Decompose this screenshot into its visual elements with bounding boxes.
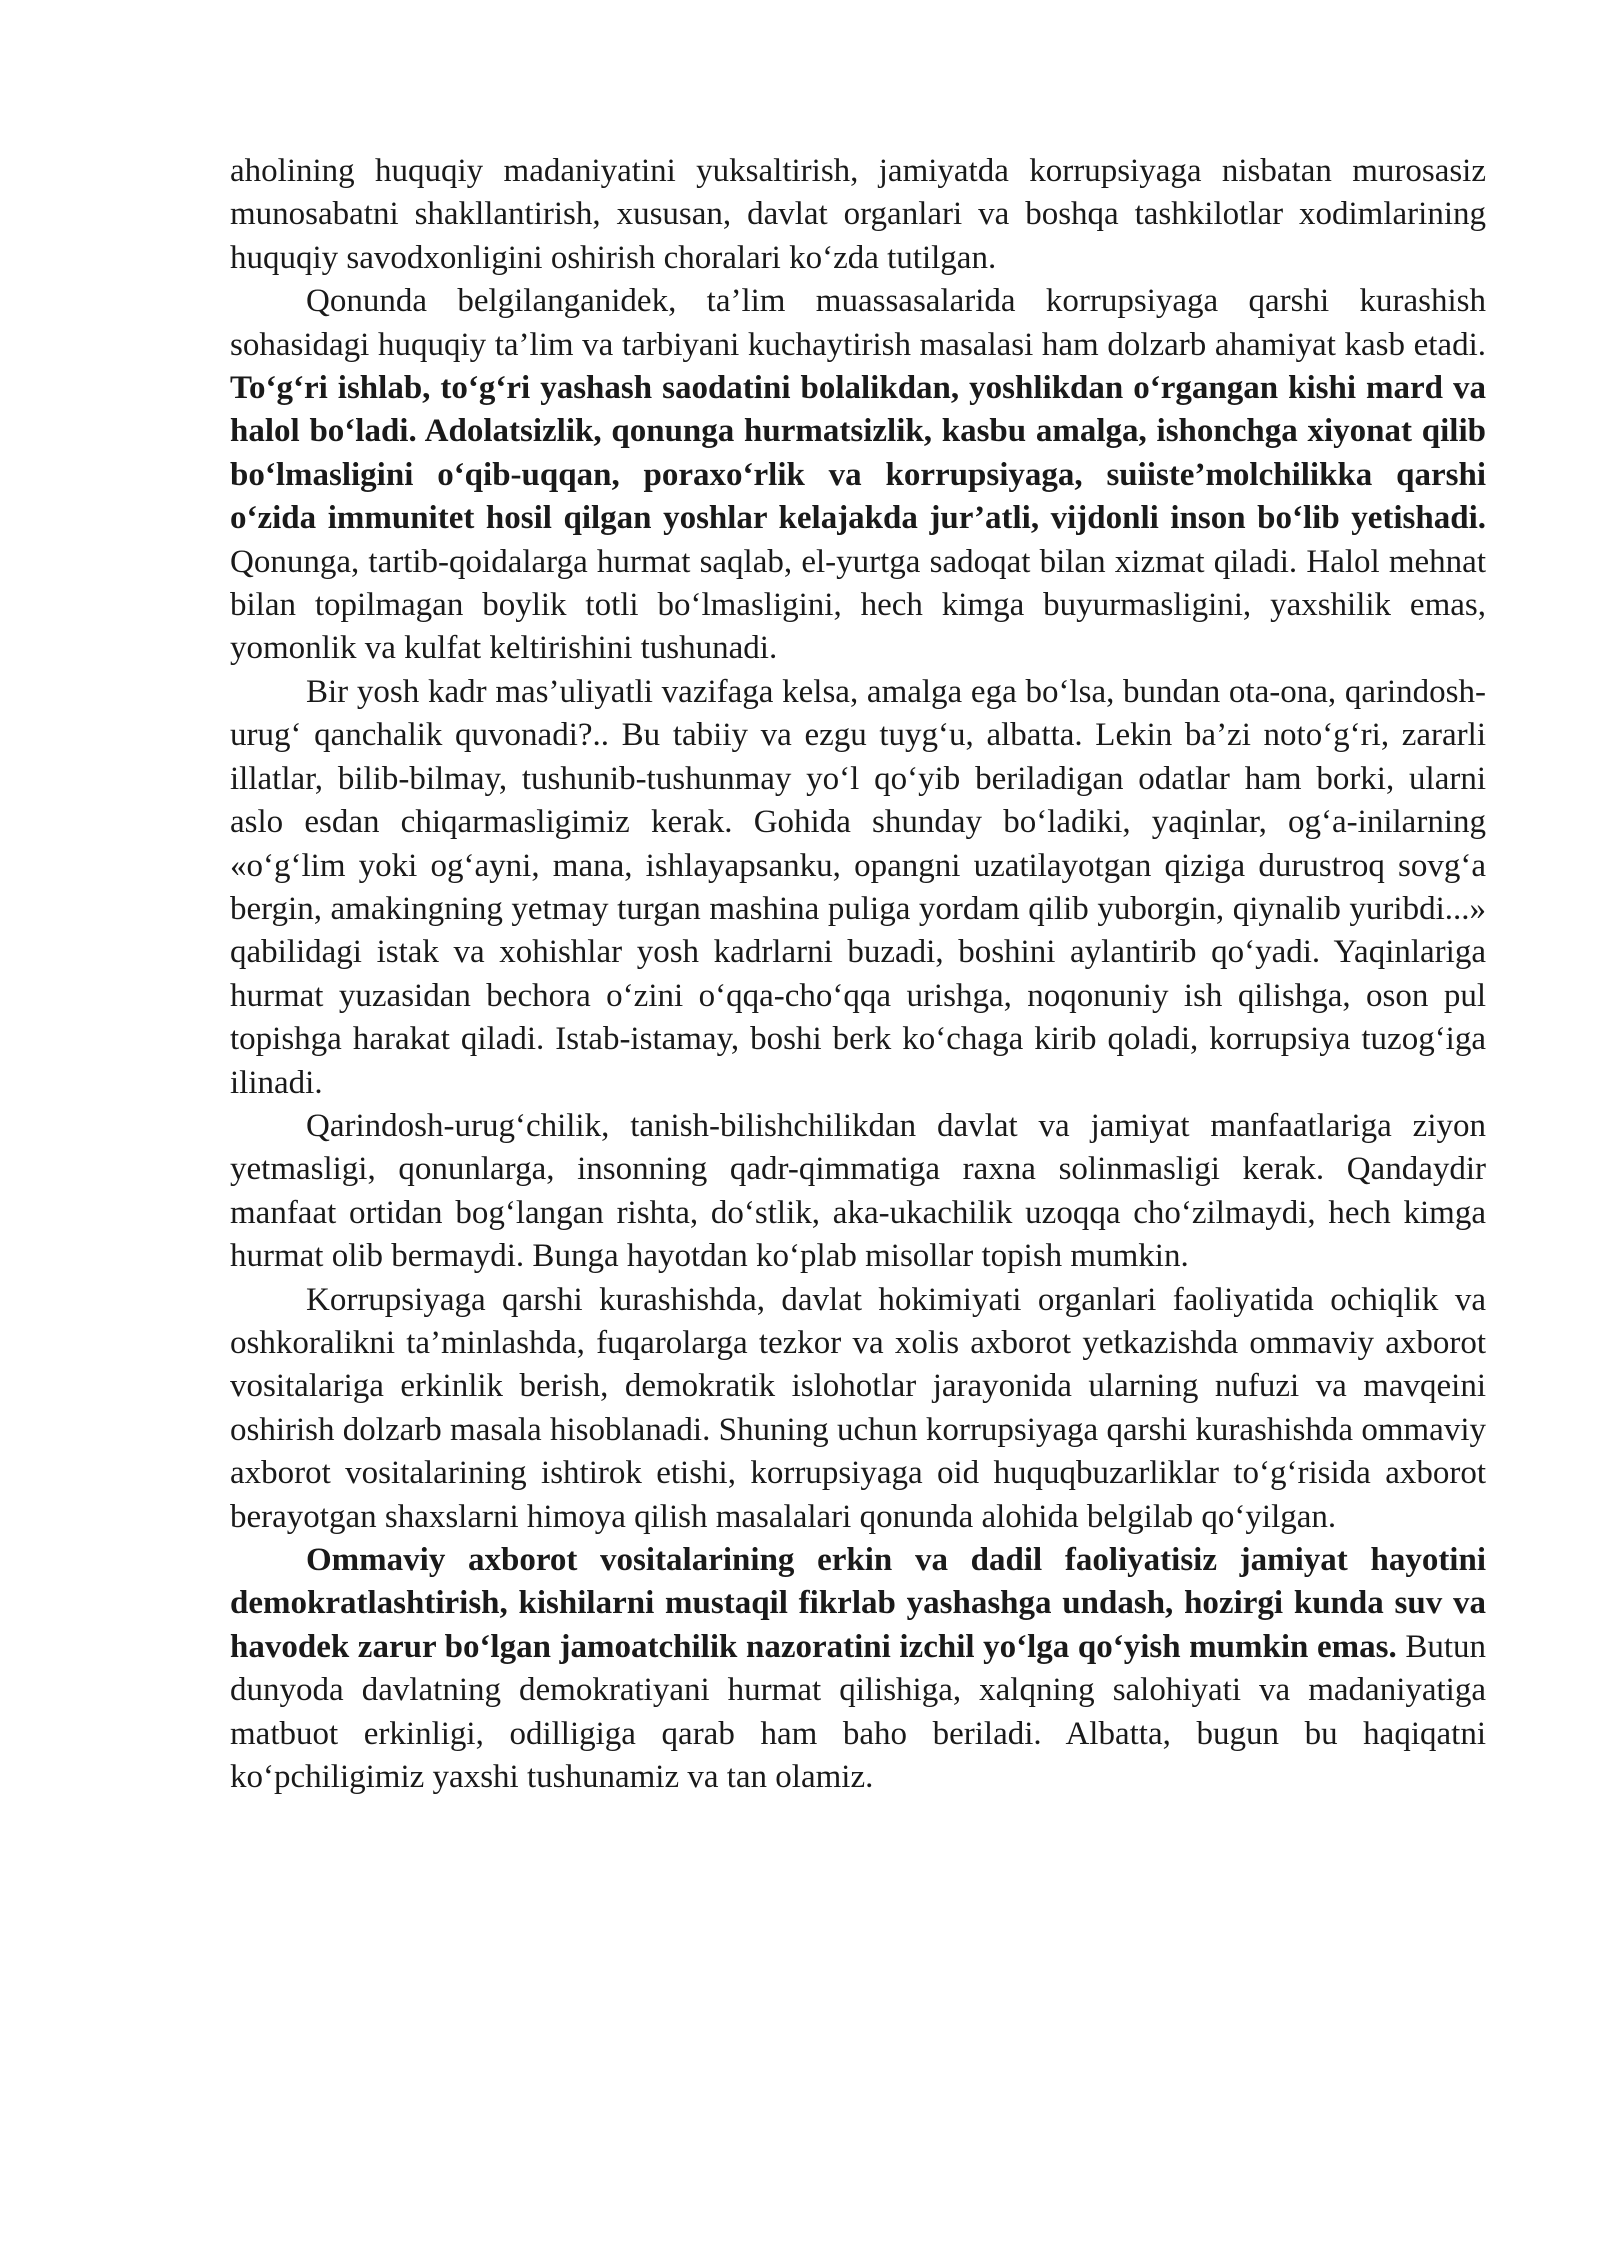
paragraph-2-bold-text: To‘g‘ri ishlab, to‘g‘ri yashash saodatini bolalikdan, yoshlikdan o‘rgangan kishi mard va halol bo‘ladi. Adolatsizlik, qonunga hurmatsizlik, kasbu amalga, ishonchga xiyonat qilib bo‘lmasligini o‘qib-uqqan, poraxo‘rlik va korrupsiyaga, suiiste’molchilikka qarshi o‘zida immunitet hosil qilgan yoshlar kelajakda jur’atli, vijdonli inson bo‘lib yetishadi.	[230, 370, 1486, 537]
paragraph-1	[230, 150, 1486, 280]
paragraph-2	[230, 280, 1486, 671]
paragraph-2-text-b: Qonunga, tartib-qoidalarga hurmat saqlab, el-yurtga sadoqat bilan xizmat qiladi. Halol mehnat bilan topilmagan boylik totli bo‘lmasligini, hech kimga buyurmasligini, yaxshilik emas, yomonlik va kulfat keltirishini tushunadi.	[230, 543, 1486, 667]
paragraph-3-text: Bir yosh kadr mas’uliyatli vazifaga kelsa, amalga ega bo‘lsa, bundan ota-ona, qarindosh-urug‘ qanchalik quvonadi?.. Bu tabiiy va ezgu tuyg‘u, albatta. Lekin ba’zi noto‘g‘ri, zararli illatlar, bilib-bilmay, tushunib-tushunmay yo‘l qo‘yib beriladigan odatlar ham borki, ularni aslo esdan chiqarmasligimiz kerak. Gohida shunday bo‘ladiki, yaqinlar, og‘a-inilarning «o‘g‘lim yoki og‘ayni, mana, ishlayapsanku, opangni uzatilayotgan qiziga durustroq sovg‘a bergin, amakingning yetmay turgan mashina puliga yordam qilib yuborgin, qiynalib yuribdi...» qabilidagi istak va xohishlar yosh kadrlarni buzadi, boshini aylantirib qo‘yadi. Yaqinlariga hurmat yuzasidan bechora o‘zini o‘qqa-cho‘qqa urishga, noqonuniy ish qilishga, oson pul topishga harakat qiladi. Istab-istamay, boshi berk ko‘chaga kirib qoladi, korrupsiya tuzog‘iga ilinadi.	[230, 673, 1486, 1101]
paragraph-6-bold-text: Ommaviy axborot vositalarining erkin va dadil faoliyatisiz jamiyat hayotini demokratlashtirish, kishilarni mustaqil fikrlab yashashga undash, hozirgi kunda suv va havodek zarur bo‘lgan jamoatchilik nazoratini izchil yo‘lga qo‘yish mumkin emas.	[230, 1542, 1486, 1665]
paragraph-6-text: Butun dunyoda davlatning demokratiyani hurmat qilishiga, xalqning salohiyati va madaniyatiga matbuot erkinligi, odilligiga qarab ham baho beriladi. Albatta, bugun bu haqiqatni ko‘pchiligimiz yaxshi tushunamiz va tan olamiz.	[230, 1628, 1486, 1796]
paragraph-2-text-a: Qonunda belgilanganidek, ta’lim muassasalarida korrupsiyaga qarshi kurashish sohasidagi huquqiy ta’lim va tarbiyani kuchaytirish masalasi ham dolzarb ahamiyat kasb etadi.	[230, 283, 1486, 363]
paragraph-3	[230, 671, 1486, 1105]
paragraph-6	[230, 1539, 1486, 1799]
paragraph-4-text: Qarindosh-urug‘chilik, tanish-bilishchilikdan davlat va jamiyat manfaatlariga ziyon yetmasligi, qonunlarga, insonning qadr-qimmatiga raxna solinmasligi kerak. Qandaydir manfaat ortidan bog‘langan rishta, do‘stlik, aka-ukachilik uzoqqa cho‘zilmaydi, hech kimga hurmat olib bermaydi. Bunga hayotdan ko‘plab misollar topish mumkin.	[230, 1107, 1486, 1275]
paragraph-1-text: aholining huquqiy madaniyatini yuksaltirish, jamiyatda korrupsiyaga nisbatan murosasiz munosabatni shakllantirish, xususan, davlat organlari va boshqa tashkilotlar xodimlarining huquqiy savodxonligini oshirish choralari ko‘zda tutilgan.	[230, 153, 1486, 276]
paragraph-5-text: Korrupsiyaga qarshi kurashishda, davlat hokimiyati organlari faoliyatida ochiqlik va oshkoralikni ta’minlashda, fuqarolarga tezkor va xolis axborot yetkazishda ommaviy axborot vositalariga erkinlik berish, demokratik islohotlar jarayonida ularning nufuzi va mavqeini oshirish dolzarb masala hisoblanadi. Shuning uchun korrupsiyaga qarshi kurashishda ommaviy axborot vositalarining ishtirok etishi, korrupsiyaga oid huquqbuzarliklar to‘g‘risida axborot berayotgan shaxslarni himoya qilish masalalari qonunda alohida belgilab qo‘yilgan.	[230, 1281, 1486, 1535]
document-page	[230, 150, 1486, 1799]
paragraph-4	[230, 1105, 1486, 1279]
paragraph-5	[230, 1279, 1486, 1539]
